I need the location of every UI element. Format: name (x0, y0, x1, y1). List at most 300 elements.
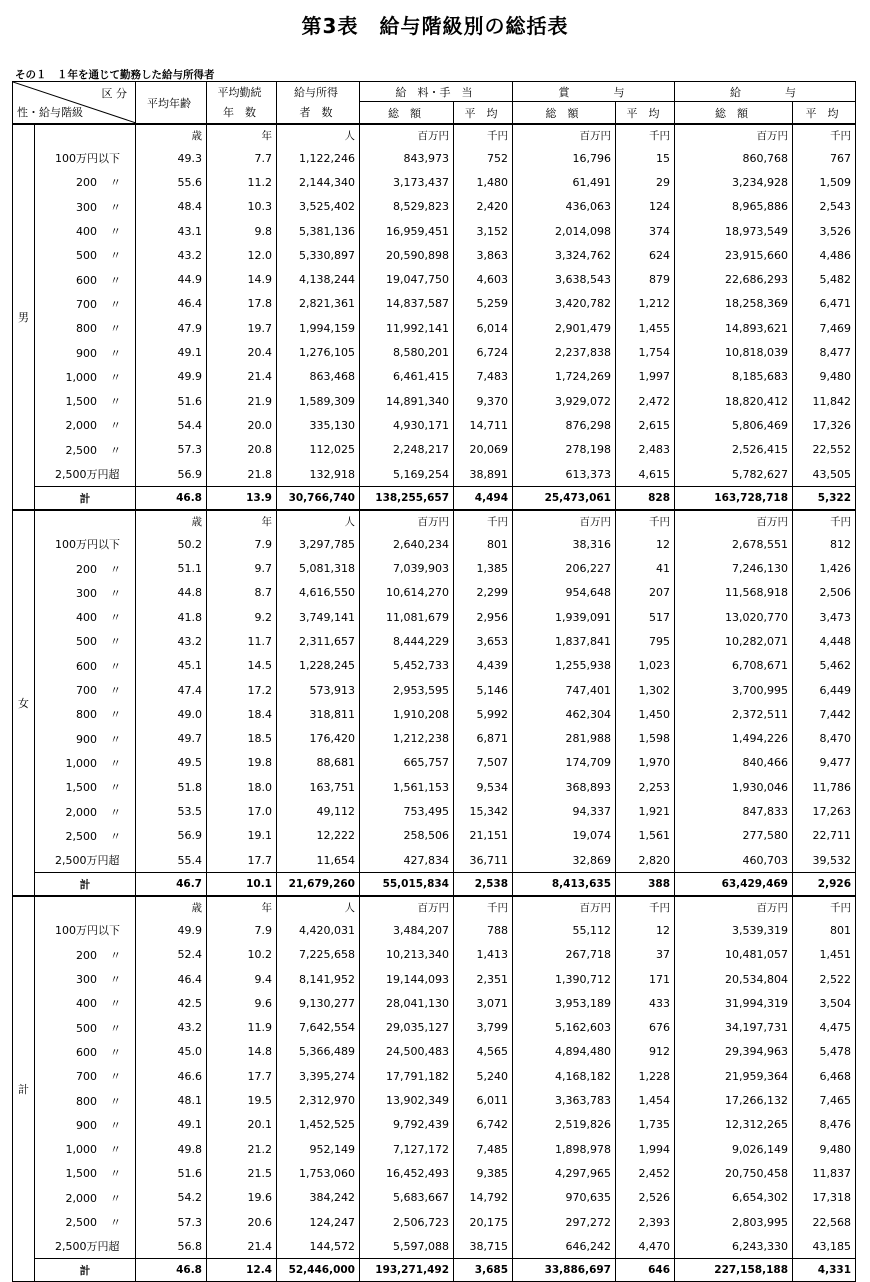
cell-persons: 11,654 (277, 848, 360, 873)
cell-years: 21.9 (207, 389, 277, 413)
income-bracket: 2,500万円超 (35, 1234, 136, 1259)
cell-ba: 1,450 (616, 702, 675, 726)
cell-persons: 7,642,554 (277, 1016, 360, 1040)
ditto-mark: 〃 (110, 395, 121, 409)
cell-ba: 2,526 (616, 1186, 675, 1210)
unit-pay_avg: 千円 (793, 896, 856, 918)
unit-years: 年 (207, 896, 277, 918)
header-salary-total: 総 額 (360, 102, 454, 125)
income-bracket (35, 1210, 136, 1234)
cell-pa: 3,473 (793, 605, 856, 629)
cell-sa: 1,413 (454, 943, 513, 967)
table-row (13, 991, 856, 1015)
total-sa: 4,494 (454, 487, 513, 511)
cell-years: 21.4 (207, 365, 277, 389)
total-pa: 5,322 (793, 487, 856, 511)
cell-years: 10.2 (207, 943, 277, 967)
header-kubun: 区 分 (101, 87, 127, 100)
cell-age: 54.2 (136, 1186, 207, 1210)
cell-persons: 2,312,970 (277, 1088, 360, 1112)
cell-years: 19.1 (207, 824, 277, 848)
cell-ba: 517 (616, 605, 675, 629)
table-row (13, 629, 856, 653)
bracket-amount: 1,500 (65, 1167, 97, 1181)
cell-pt: 12,312,265 (675, 1113, 793, 1137)
cell-years: 9.6 (207, 991, 277, 1015)
income-bracket (35, 1161, 136, 1185)
cell-years: 18.4 (207, 702, 277, 726)
unit-pay_avg: 千円 (793, 124, 856, 146)
cell-pa: 17,326 (793, 413, 856, 437)
income-bracket (35, 1186, 136, 1210)
ditto-mark: 〃 (110, 586, 121, 600)
total-years: 10.1 (207, 873, 277, 897)
cell-bt: 1,390,712 (513, 967, 616, 991)
total-pt: 63,429,469 (675, 873, 793, 897)
income-bracket (35, 267, 136, 291)
cell-st: 10,213,340 (360, 943, 454, 967)
cell-age: 50.2 (136, 532, 207, 556)
total-st: 193,271,492 (360, 1259, 454, 1282)
table-row (13, 1137, 856, 1161)
cell-bt: 1,898,978 (513, 1137, 616, 1161)
cell-st: 14,837,587 (360, 292, 454, 316)
cell-persons: 3,749,141 (277, 605, 360, 629)
unit-row (13, 510, 856, 532)
cell-years: 20.8 (207, 438, 277, 462)
cell-ba: 1,970 (616, 751, 675, 775)
unit-pay_avg: 千円 (793, 510, 856, 532)
ditto-mark: 〃 (110, 200, 121, 214)
cell-st: 843,973 (360, 146, 454, 170)
bracket-amount: 500 (76, 635, 97, 649)
bracket-amount: 600 (76, 273, 97, 287)
cell-pa: 11,786 (793, 775, 856, 799)
cell-pa: 7,469 (793, 316, 856, 340)
unit-row (13, 896, 856, 918)
cell-age: 47.4 (136, 678, 207, 702)
cell-years: 19.5 (207, 1088, 277, 1112)
income-bracket (35, 1137, 136, 1161)
cell-ba: 912 (616, 1040, 675, 1064)
header-diagonal-cell (13, 82, 136, 125)
cell-age: 46.4 (136, 967, 207, 991)
cell-bt: 646,242 (513, 1234, 616, 1259)
cell-st: 427,834 (360, 848, 454, 873)
cell-sa: 2,299 (454, 581, 513, 605)
cell-age: 51.8 (136, 775, 207, 799)
cell-sa: 6,011 (454, 1088, 513, 1112)
ditto-mark: 〃 (110, 1167, 121, 1181)
ditto-mark: 〃 (110, 973, 121, 987)
cell-ba: 12 (616, 918, 675, 942)
cell-bt: 1,939,091 (513, 605, 616, 629)
income-bracket (35, 195, 136, 219)
cell-pt: 13,020,770 (675, 605, 793, 629)
header-pay-avg: 平 均 (793, 102, 856, 125)
cell-age: 44.9 (136, 267, 207, 291)
cell-pa: 43,185 (793, 1234, 856, 1259)
cell-sa: 7,483 (454, 365, 513, 389)
cell-age: 43.1 (136, 219, 207, 243)
cell-pt: 3,234,928 (675, 170, 793, 194)
cell-age: 41.8 (136, 605, 207, 629)
total-age: 46.8 (136, 1259, 207, 1282)
cell-pt: 460,703 (675, 848, 793, 873)
cell-st: 5,597,088 (360, 1234, 454, 1259)
cell-bt: 61,491 (513, 170, 616, 194)
bracket-amount: 2,500 (65, 1216, 97, 1230)
ditto-mark: 〃 (110, 443, 121, 457)
sex-label: 男 (13, 124, 35, 510)
cell-years: 19.8 (207, 751, 277, 775)
cell-pa: 1,451 (793, 943, 856, 967)
income-bracket (35, 365, 136, 389)
cell-persons: 5,366,489 (277, 1040, 360, 1064)
unit-salary_avg: 千円 (454, 896, 513, 918)
cell-pt: 29,394,963 (675, 1040, 793, 1064)
cell-pa: 11,837 (793, 1161, 856, 1185)
cell-persons: 132,918 (277, 462, 360, 487)
table-row (13, 702, 856, 726)
income-bracket (35, 1113, 136, 1137)
cell-ba: 1,921 (616, 799, 675, 823)
cell-pa: 8,477 (793, 340, 856, 364)
cell-age: 52.4 (136, 943, 207, 967)
cell-pa: 1,509 (793, 170, 856, 194)
cell-age: 49.8 (136, 1137, 207, 1161)
header-pay-group: 給 与 (675, 82, 856, 102)
unit-bonus_total: 百万円 (513, 896, 616, 918)
cell-years: 21.2 (207, 1137, 277, 1161)
cell-pt: 7,246,130 (675, 556, 793, 580)
cell-pt: 20,534,804 (675, 967, 793, 991)
cell-bt: 55,112 (513, 918, 616, 942)
cell-sa: 4,565 (454, 1040, 513, 1064)
cell-years: 17.7 (207, 1064, 277, 1088)
cell-bt: 1,724,269 (513, 365, 616, 389)
ditto-mark: 〃 (110, 322, 121, 336)
cell-st: 6,461,415 (360, 365, 454, 389)
cell-pa: 22,552 (793, 438, 856, 462)
income-bracket: 100万円以下 (35, 918, 136, 942)
cell-st: 17,791,182 (360, 1064, 454, 1088)
cell-years: 9.8 (207, 219, 277, 243)
cell-persons: 2,144,340 (277, 170, 360, 194)
table-row (13, 462, 856, 487)
cell-bt: 297,272 (513, 1210, 616, 1234)
ditto-mark: 〃 (110, 346, 121, 360)
table-row (13, 170, 856, 194)
bracket-amount: 400 (76, 225, 97, 239)
bracket-amount: 1,000 (65, 756, 97, 770)
cell-bt: 4,168,182 (513, 1064, 616, 1088)
cell-bt: 436,063 (513, 195, 616, 219)
cell-persons: 4,420,031 (277, 918, 360, 942)
cell-st: 8,444,229 (360, 629, 454, 653)
ditto-mark: 〃 (110, 225, 121, 239)
cell-age: 51.6 (136, 1161, 207, 1185)
page-title: 第3表 給与階級別の総括表 (301, 14, 569, 38)
ditto-mark: 〃 (110, 997, 121, 1011)
table-row (13, 943, 856, 967)
cell-pt: 847,833 (675, 799, 793, 823)
table-row (13, 1113, 856, 1137)
cell-pt: 1,930,046 (675, 775, 793, 799)
cell-sa: 9,385 (454, 1161, 513, 1185)
cell-st: 19,144,093 (360, 967, 454, 991)
cell-ba: 2,615 (616, 413, 675, 437)
cell-st: 1,910,208 (360, 702, 454, 726)
cell-ba: 1,455 (616, 316, 675, 340)
bracket-amount: 900 (76, 732, 97, 746)
cell-years: 20.1 (207, 1113, 277, 1137)
cell-years: 20.0 (207, 413, 277, 437)
cell-persons: 7,225,658 (277, 943, 360, 967)
ditto-mark: 〃 (110, 176, 121, 190)
total-row (13, 487, 856, 511)
cell-persons: 176,420 (277, 727, 360, 751)
ditto-mark: 〃 (110, 273, 121, 287)
table-row (13, 775, 856, 799)
unit-salary_total: 百万円 (360, 896, 454, 918)
cell-pt: 11,568,918 (675, 581, 793, 605)
cell-pa: 801 (793, 918, 856, 942)
cell-pt: 6,708,671 (675, 654, 793, 678)
bracket-amount: 800 (76, 708, 97, 722)
cell-st: 14,891,340 (360, 389, 454, 413)
unit-years: 年 (207, 124, 277, 146)
cell-bt: 747,401 (513, 678, 616, 702)
cell-bt: 19,074 (513, 824, 616, 848)
income-bracket (35, 605, 136, 629)
ditto-mark: 〃 (110, 249, 121, 263)
unit-bonus_avg: 千円 (616, 896, 675, 918)
cell-sa: 7,507 (454, 751, 513, 775)
ditto-mark: 〃 (110, 781, 121, 795)
header-row-1 (13, 82, 856, 102)
cell-persons: 3,525,402 (277, 195, 360, 219)
cell-pt: 10,818,039 (675, 340, 793, 364)
cell-bt: 3,929,072 (513, 389, 616, 413)
table-row (13, 243, 856, 267)
table-row (13, 1088, 856, 1112)
cell-bt: 1,255,938 (513, 654, 616, 678)
header-bonus-avg: 平 均 (616, 102, 675, 125)
bracket-amount: 200 (76, 948, 97, 962)
cell-sa: 2,351 (454, 967, 513, 991)
income-bracket: 2,500万円超 (35, 848, 136, 873)
cell-ba: 4,470 (616, 1234, 675, 1259)
cell-persons: 124,247 (277, 1210, 360, 1234)
unit-salary_total: 百万円 (360, 510, 454, 532)
total-bt: 8,413,635 (513, 873, 616, 897)
cell-bt: 368,893 (513, 775, 616, 799)
cell-persons: 2,821,361 (277, 292, 360, 316)
ditto-mark: 〃 (110, 805, 121, 819)
cell-ba: 879 (616, 267, 675, 291)
cell-persons: 49,112 (277, 799, 360, 823)
cell-pt: 277,580 (675, 824, 793, 848)
cell-persons: 1,589,309 (277, 389, 360, 413)
header-bonus-total: 総 額 (513, 102, 616, 125)
cell-pa: 7,442 (793, 702, 856, 726)
cell-pa: 43,505 (793, 462, 856, 487)
cell-st: 5,683,667 (360, 1186, 454, 1210)
total-ba: 388 (616, 873, 675, 897)
cell-st: 5,169,254 (360, 462, 454, 487)
cell-pt: 20,750,458 (675, 1161, 793, 1185)
cell-age: 53.5 (136, 799, 207, 823)
cell-pa: 39,532 (793, 848, 856, 873)
header-earners-bottom: 者 数 (277, 102, 360, 125)
bracket-amount: 1,500 (65, 395, 97, 409)
ditto-mark: 〃 (110, 948, 121, 962)
cell-pa: 17,263 (793, 799, 856, 823)
cell-pt: 14,893,621 (675, 316, 793, 340)
cell-bt: 2,519,826 (513, 1113, 616, 1137)
cell-st: 753,495 (360, 799, 454, 823)
cell-sa: 9,370 (454, 389, 513, 413)
cell-pa: 6,471 (793, 292, 856, 316)
unit-pay_total: 百万円 (675, 896, 793, 918)
cell-age: 49.9 (136, 365, 207, 389)
cell-persons: 1,452,525 (277, 1113, 360, 1137)
table-row (13, 413, 856, 437)
cell-sa: 6,742 (454, 1113, 513, 1137)
cell-sa: 1,480 (454, 170, 513, 194)
cell-st: 1,561,153 (360, 775, 454, 799)
cell-sa: 20,069 (454, 438, 513, 462)
total-bt: 25,473,061 (513, 487, 616, 511)
bracket-amount: 300 (76, 200, 97, 214)
cell-ba: 624 (616, 243, 675, 267)
cell-ba: 433 (616, 991, 675, 1015)
cell-pa: 4,448 (793, 629, 856, 653)
cell-bt: 281,988 (513, 727, 616, 751)
cell-years: 14.9 (207, 267, 277, 291)
cell-pa: 11,842 (793, 389, 856, 413)
cell-sa: 6,871 (454, 727, 513, 751)
unit-pay_total: 百万円 (675, 510, 793, 532)
cell-years: 21.8 (207, 462, 277, 487)
cell-years: 12.0 (207, 243, 277, 267)
cell-age: 49.3 (136, 146, 207, 170)
cell-age: 42.5 (136, 991, 207, 1015)
total-ba: 646 (616, 1259, 675, 1282)
cell-persons: 9,130,277 (277, 991, 360, 1015)
cell-years: 18.5 (207, 727, 277, 751)
cell-sa: 801 (454, 532, 513, 556)
cell-ba: 2,393 (616, 1210, 675, 1234)
income-bracket (35, 991, 136, 1015)
income-bracket (35, 581, 136, 605)
cell-st: 9,792,439 (360, 1113, 454, 1137)
table-row (13, 365, 856, 389)
cell-pt: 9,026,149 (675, 1137, 793, 1161)
cell-pt: 3,700,995 (675, 678, 793, 702)
bracket-amount: 2,500 (65, 443, 97, 457)
cell-bt: 2,237,838 (513, 340, 616, 364)
income-bracket (35, 219, 136, 243)
cell-st: 7,039,903 (360, 556, 454, 580)
cell-persons: 5,081,318 (277, 556, 360, 580)
cell-years: 17.7 (207, 848, 277, 873)
cell-bt: 1,837,841 (513, 629, 616, 653)
cell-st: 20,590,898 (360, 243, 454, 267)
income-bracket (35, 943, 136, 967)
cell-years: 19.7 (207, 316, 277, 340)
income-bracket (35, 751, 136, 775)
header-bonus-group: 賞 与 (513, 82, 675, 102)
cell-bt: 613,373 (513, 462, 616, 487)
cell-pa: 767 (793, 146, 856, 170)
cell-years: 17.0 (207, 799, 277, 823)
cell-age: 48.4 (136, 195, 207, 219)
table-row (13, 340, 856, 364)
cell-years: 7.9 (207, 918, 277, 942)
ditto-mark: 〃 (110, 1045, 121, 1059)
table-row (13, 1040, 856, 1064)
ditto-mark: 〃 (110, 419, 121, 433)
ditto-mark: 〃 (110, 1070, 121, 1084)
cell-bt: 3,420,782 (513, 292, 616, 316)
total-label: 計 (35, 873, 136, 897)
cell-ba: 2,483 (616, 438, 675, 462)
income-bracket: 2,500万円超 (35, 462, 136, 487)
cell-sa: 38,715 (454, 1234, 513, 1259)
income-bracket (35, 1064, 136, 1088)
cell-age: 51.1 (136, 556, 207, 580)
cell-st: 7,127,172 (360, 1137, 454, 1161)
cell-pt: 10,282,071 (675, 629, 793, 653)
cell-ba: 1,598 (616, 727, 675, 751)
cell-pa: 9,477 (793, 751, 856, 775)
cell-persons: 163,751 (277, 775, 360, 799)
cell-bt: 3,324,762 (513, 243, 616, 267)
cell-pt: 31,994,319 (675, 991, 793, 1015)
cell-persons: 1,753,060 (277, 1161, 360, 1185)
cell-pt: 2,372,511 (675, 702, 793, 726)
cell-pt: 1,494,226 (675, 727, 793, 751)
cell-years: 11.9 (207, 1016, 277, 1040)
cell-ba: 676 (616, 1016, 675, 1040)
cell-pt: 17,266,132 (675, 1088, 793, 1112)
cell-ba: 1,228 (616, 1064, 675, 1088)
cell-years: 18.0 (207, 775, 277, 799)
income-bracket (35, 629, 136, 653)
unit-salary_avg: 千円 (454, 510, 513, 532)
total-persons: 21,679,260 (277, 873, 360, 897)
cell-age: 46.4 (136, 292, 207, 316)
cell-persons: 3,297,785 (277, 532, 360, 556)
ditto-mark: 〃 (110, 370, 121, 384)
cell-st: 1,212,238 (360, 727, 454, 751)
summary-table (12, 81, 856, 1282)
cell-pa: 6,449 (793, 678, 856, 702)
cell-sa: 2,420 (454, 195, 513, 219)
cell-sa: 4,603 (454, 267, 513, 291)
cell-pa: 3,526 (793, 219, 856, 243)
cell-pt: 3,539,319 (675, 918, 793, 942)
cell-ba: 1,754 (616, 340, 675, 364)
cell-age: 54.4 (136, 413, 207, 437)
unit-pay_total: 百万円 (675, 124, 793, 146)
bracket-amount: 500 (76, 1021, 97, 1035)
cell-ba: 2,452 (616, 1161, 675, 1185)
ditto-mark: 〃 (110, 829, 121, 843)
cell-pt: 840,466 (675, 751, 793, 775)
